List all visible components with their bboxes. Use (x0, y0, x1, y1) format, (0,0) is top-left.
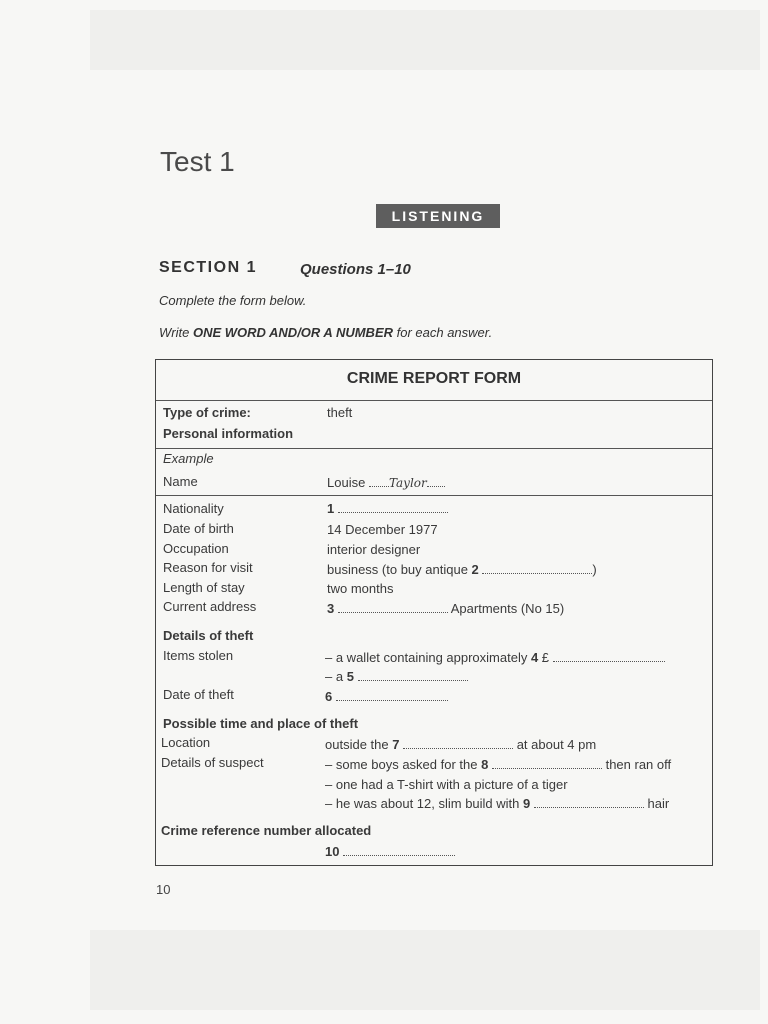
answer-8[interactable]: – some boys asked for the 8 then ran off (325, 757, 672, 772)
answer-5[interactable]: – a 5 (325, 669, 468, 684)
items-label: Items stolen (163, 648, 234, 663)
scan-smudge (90, 10, 760, 70)
stay-value: two months (327, 581, 394, 596)
personal-info-heading: Personal information (163, 426, 294, 441)
occupation-label: Occupation (163, 541, 229, 556)
address-label: Current address (163, 599, 257, 614)
questions-range: Questions 1–10 (300, 261, 411, 278)
page-title: Test 1 (160, 146, 235, 177)
dob-label: Date of birth (163, 521, 234, 536)
divider (156, 448, 712, 449)
reason-label: Reason for visit (163, 560, 253, 575)
reference-heading: Crime reference number allocated (161, 823, 372, 838)
instruction-write: Write ONE WORD AND/OR A NUMBER for each answer. (159, 325, 493, 340)
occupation-value: interior designer (327, 542, 421, 557)
divider (156, 495, 712, 496)
answer-10[interactable]: 10 (325, 844, 455, 859)
theft-heading: Details of theft (163, 628, 254, 643)
name-value: Louise Taylor (327, 475, 445, 490)
date-label: Date of theft (163, 687, 234, 702)
answer-1[interactable]: 1 (327, 501, 448, 516)
answer-9[interactable]: – he was about 12, slim build with 9 hair (325, 796, 670, 811)
page-number: 10 (156, 882, 171, 897)
listening-badge: LISTENING (376, 204, 500, 228)
stay-label: Length of stay (163, 580, 245, 595)
place-heading: Possible time and place of theft (163, 716, 359, 731)
answer-7[interactable]: outside the 7 at about 4 pm (325, 737, 597, 752)
type-value: theft (327, 405, 353, 420)
suspect-tiger: – one had a T-shirt with a picture of a tiger (325, 777, 568, 792)
section-heading: SECTION 1 (159, 259, 257, 276)
answer-2[interactable]: business (to buy antique 2 ) (327, 562, 597, 577)
answer-6[interactable]: 6 (325, 689, 448, 704)
answer-4[interactable]: – a wallet containing approximately 4 £ (325, 650, 665, 665)
nationality-label: Nationality (163, 501, 224, 516)
name-answer: Taylor (388, 476, 427, 490)
crime-report-form (155, 359, 713, 866)
example-label: Example (163, 451, 214, 466)
answer-3[interactable]: 3 Apartments (No 15) (327, 601, 565, 616)
dob-value: 14 December 1977 (327, 522, 438, 537)
location-label: Location (161, 735, 211, 750)
suspect-label: Details of suspect (161, 755, 264, 770)
instruction-complete: Complete the form below. (159, 293, 307, 308)
scan-smudge (90, 930, 760, 1010)
name-label: Name (163, 474, 198, 489)
form-title: CRIME REPORT FORM (346, 370, 522, 387)
divider (156, 400, 712, 401)
type-label: Type of crime: (163, 405, 251, 420)
